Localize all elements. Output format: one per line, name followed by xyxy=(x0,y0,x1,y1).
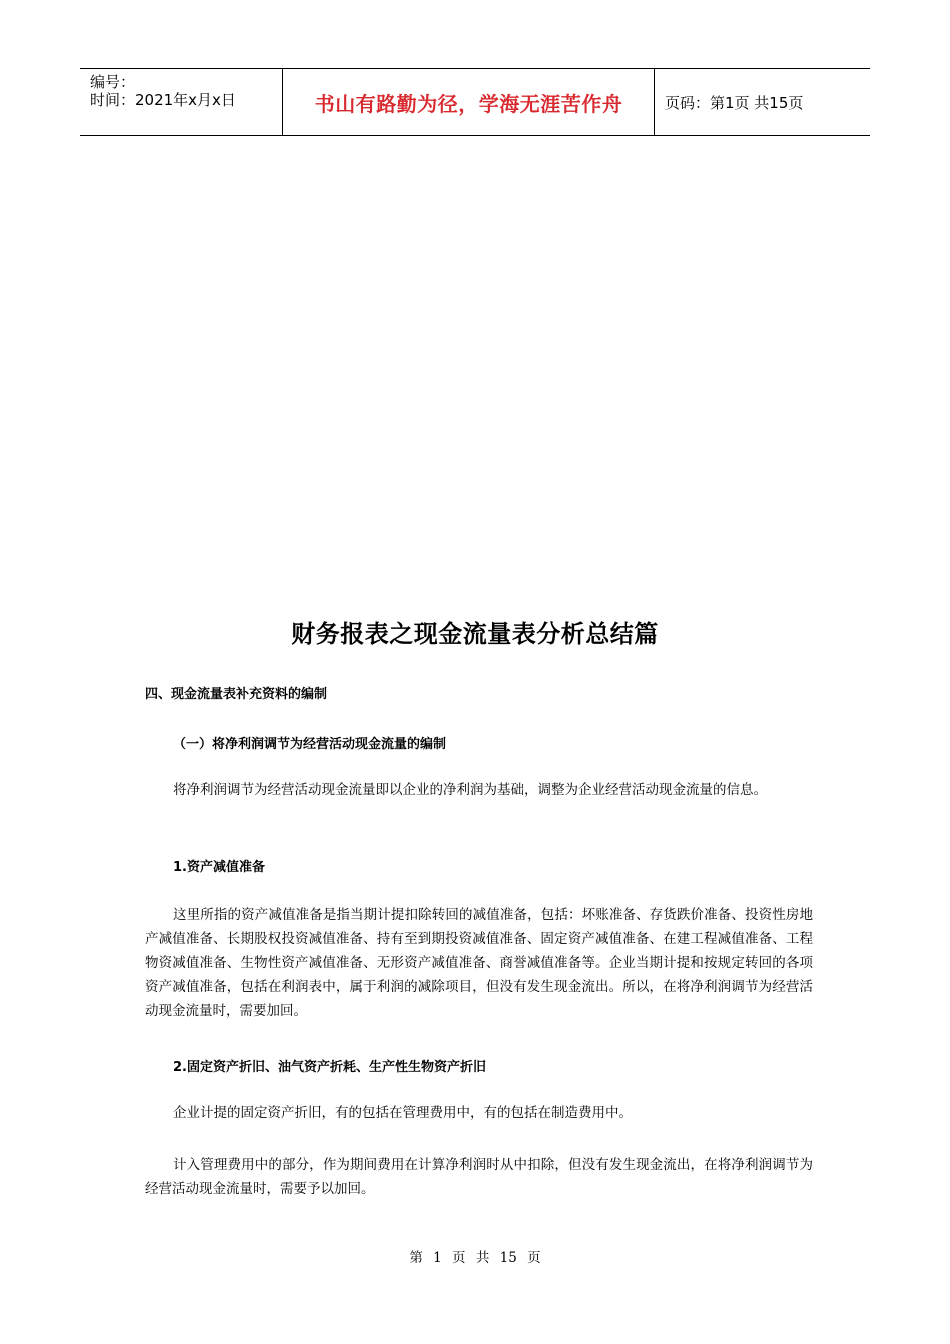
item2-paragraph-1: 企业计提的固定资产折旧，有的包括在管理费用中，有的包括在制造费用中。 xyxy=(173,1105,632,1121)
item2-paragraph-2: 计入管理费用中的部分，作为期间费用在计算净利润时从中扣除，但没有发生现金流出，在将净利润调节为经营活动现金流量时，需要予以加回。 xyxy=(145,1157,813,1197)
time-label: 时间：2021年x月x日 xyxy=(90,91,236,109)
number-label: 编号： xyxy=(90,73,136,91)
item1-heading: 1.资产减值准备 xyxy=(173,860,265,875)
header-motto-cell xyxy=(282,69,655,135)
item2-heading: 2.固定资产折旧、油气资产折耗、生产性生物资产折旧 xyxy=(173,1060,486,1075)
section-heading: 四、现金流量表补充资料的编制 xyxy=(145,687,328,702)
intro-paragraph: 将净利润调节为经营活动现金流量即以企业的净利润为基础，调整为企业经营活动现金流量的信息。 xyxy=(173,782,767,798)
item1-paragraph: 这里所指的资产减值准备是指当期计提扣除转回的减值准备，包括：坏账准备、存货跌价准备、投资性房地产减值准备、长期股权投资减值准备、持有至到期投资减值准备、固定资产减值准备、在建工程减值准备、工程物资减值准备、生物性资产减值准备、无形资产减值准备、商誉减值准备等。企业当期计提和按规定转回的各项资产减值准备，包括在利润表中，属于利润的减除项目，但没有发生现金流出。所以，在将净利润调节为经营活动现金流量时，需要加回。 xyxy=(145,907,813,1019)
header-page-cell xyxy=(655,69,870,135)
motto-text: 书山有路勤为径，学海无涯苦作舟 xyxy=(314,91,623,116)
subsection-heading: （一）将净利润调节为经营活动现金流量的编制 xyxy=(173,737,447,752)
document-header xyxy=(80,68,870,136)
header-info-cell xyxy=(80,69,282,135)
page-footer: 第 1 页 共 15 页 xyxy=(409,1250,541,1266)
document-title: 财务报表之现金流量表分析总结篇 xyxy=(291,620,659,648)
page-code: 页码：第1页 共15页 xyxy=(665,93,804,112)
